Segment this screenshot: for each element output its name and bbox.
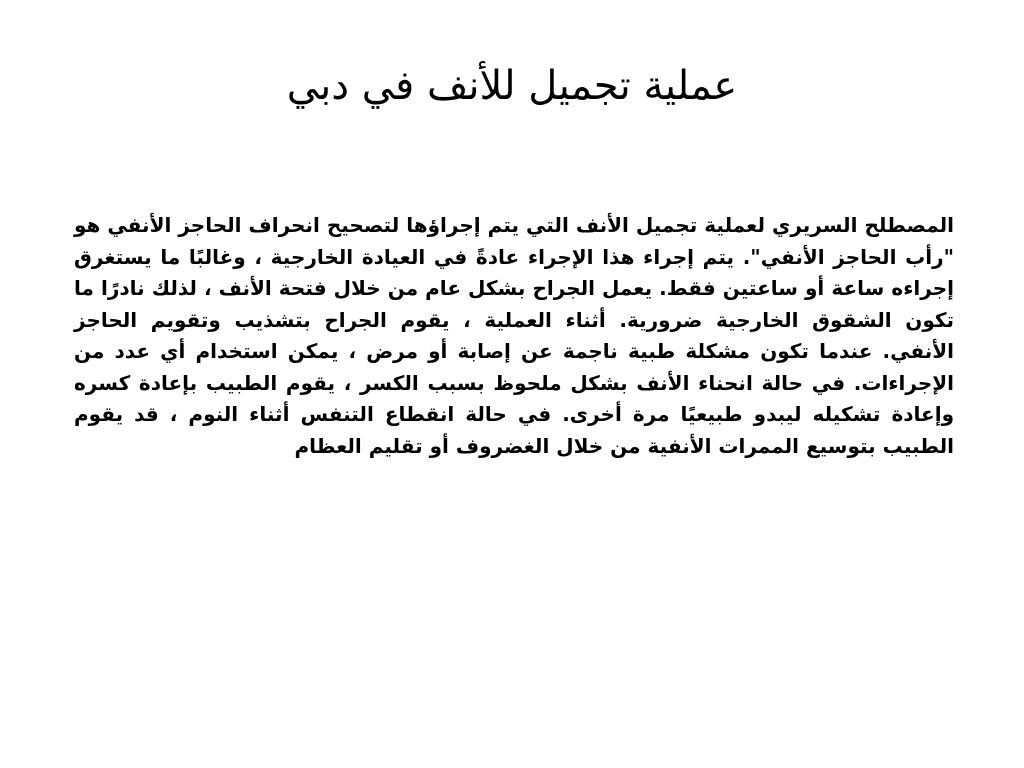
slide-title: عملية تجميل للأنف في دبي <box>286 63 738 109</box>
slide-body-text: المصطلح السريري لعملية تجميل الأنف التي يتم إجراؤها لتصحيح انحراف الحاجز الأنفي هو "رأب الحاجز الأنفي". يتم إجراء هذا الإجراء عادةً في العيادة الخارجية ، وغالبًا ما يستغرق إجراءه ساعة أو ساعتين فقط. يعمل الجراح بشكل عام من خلال فتحة الأنف ، لذلك نادرًا ما تكون الشقوق الخارجية ضرورية. أثناء العملية ، يقوم الجراح بتشذيب وتقويم الحاجز الأنفي. عندما تكون مشكلة طبية ناجمة عن إصابة أو مرض ، يمكن استخدام أي عدد من الإجراءات. في حالة انحناء الأنف بشكل ملحوظ بسبب الكسر ، يقوم الطبيب بإعادة كسره وإعادة تشكيله ليبدو طبيعيًا مرة أخرى. في حالة انقطاع التنفس أثناء النوم ، قد يقوم الطبيب بتوسيع الممرات الأنفية من خلال الغضروف أو تقليم العظام <box>74 213 954 458</box>
